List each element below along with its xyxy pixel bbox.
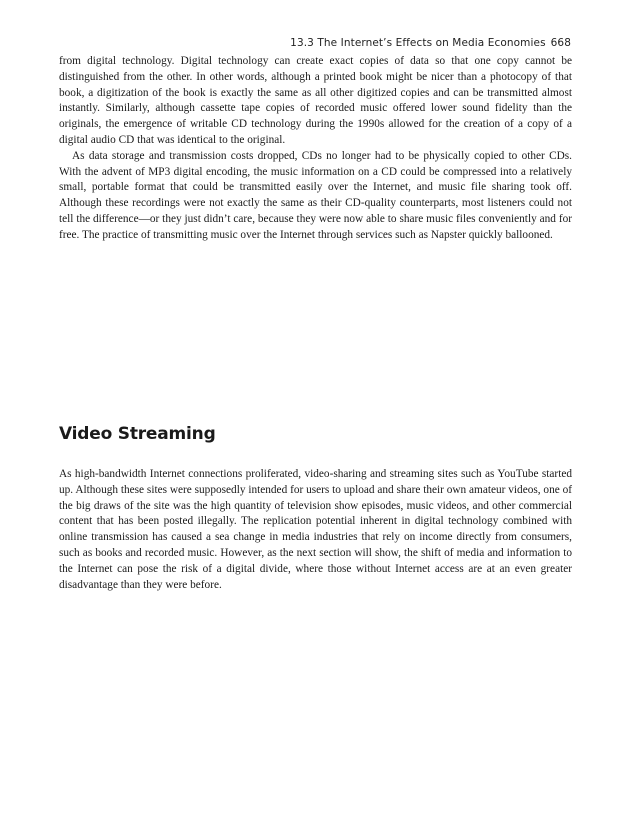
header-section-title: 13.3 The Internet’s Effects on Media Economies xyxy=(290,37,546,49)
paragraph-mp3: As data storage and transmission costs dropped, CDs no longer had to be physically copied to other CDs. With the advent of MP3 digital encoding, the music information on a CD could be compressed into a relatively small, portable format that could be transmitted easily over the Internet, and music file sharing took off. Although these recordings were not exactly the same as their CD-quality counterparts, most listeners could not tell the difference—or they just didn’t care, because they were now able to share music files conveniently and for free. The practice of transmitting music over the Internet through services such as Napster quickly ballooned. xyxy=(59,149,572,241)
section-heading-video-streaming: Video Streaming xyxy=(59,424,216,444)
running-header xyxy=(290,37,571,49)
page-number: 668 xyxy=(550,37,571,49)
body-text-top xyxy=(59,54,572,244)
paragraph-video-streaming: As high-bandwidth Internet connections proliferated, video-sharing and streaming sites such as YouTube started up. Although these sites were supposedly intended for users to upload and share their own amateur videos, one of the big draws of the site was the high quantity of television show episodes, music videos, and other commercial content that has been posted illegally. The replication potential inherent in digital technology combined with online transmission has caused a sea change in media industries that rely on income directly from consumers, such as books and recorded music. However, as the next section will show, the shift of media and information to the Internet can pose the risk of a digital divide, where those without Internet access are at an even greater disadvantage than they were before. xyxy=(59,468,572,591)
paragraph-continued: from digital technology. Digital technology can create exact copies of data so that one copy cannot be distinguished from the other. In other words, although a printed book might be nicer than a photocopy of that book, a digitization of the book is exactly the same as all other digitized copies and can be transmitted almost instantly. Similarly, although cassette tape copies of recorded music offered lower sound fidelity than the originals, the emergence of writable CD technology during the 1990s allowed for the creation of a copy of a digital audio CD that was identical to the original. xyxy=(59,55,572,146)
body-text-video-streaming xyxy=(59,467,572,593)
